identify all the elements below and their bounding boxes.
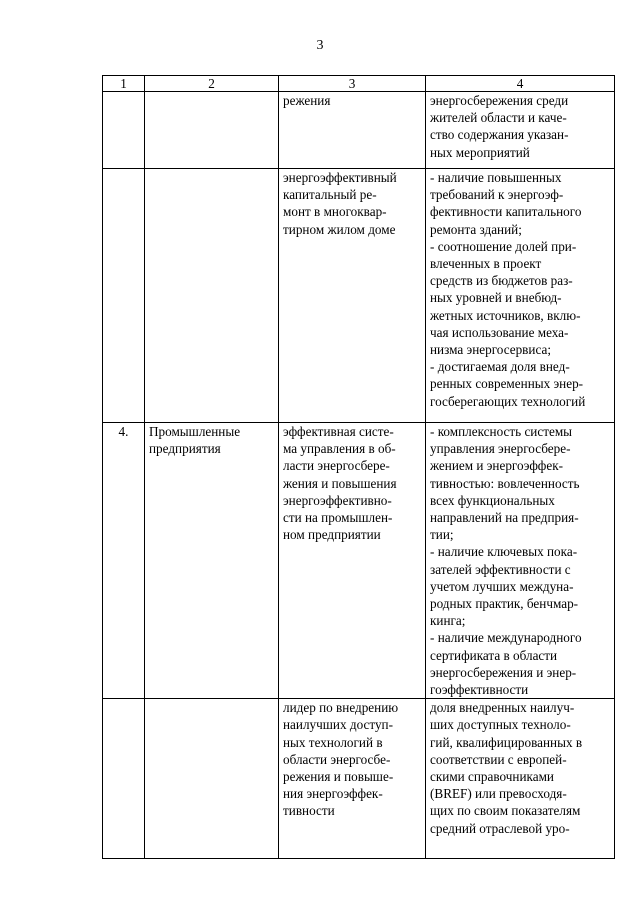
activity-line: ма управления в об- — [283, 441, 396, 457]
activity-cell — [279, 423, 426, 699]
activity-line: монт в многоквар- — [283, 204, 387, 220]
activity-line: ния энергоэффек- — [283, 786, 383, 802]
activity-line: сти на промышлен- — [283, 510, 393, 526]
sector-line: предприятия — [149, 441, 221, 457]
activity-line: ном предприятии — [283, 527, 381, 543]
criteria-line: низма энергосервиса; — [430, 342, 551, 358]
sector-cell — [145, 699, 279, 859]
row-number-cell: 4. — [103, 423, 145, 699]
activity-cell — [279, 169, 426, 423]
criteria-line: учетом лучших междуна- — [430, 578, 574, 594]
criteria-line: жением и энергоэффек- — [430, 458, 564, 474]
row-number-cell — [103, 169, 145, 423]
criteria-line: энергосбережения среди — [430, 93, 569, 108]
criteria-cell — [426, 92, 615, 169]
activity-line: тивности — [283, 803, 335, 819]
row-number-cell — [103, 699, 145, 859]
criteria-line: ство содержания указан- — [430, 127, 569, 143]
header-cell: 4 — [426, 76, 615, 92]
table-header-row — [103, 76, 615, 92]
criteria-line: скими справочниками — [430, 769, 554, 785]
criteria-line: влеченных в проект — [430, 256, 542, 272]
criteria-cell — [426, 699, 615, 859]
activity-line: ласти энергосбере- — [283, 458, 390, 474]
criteria-line: (BREF) или превосходя- — [430, 786, 567, 802]
criteria-line: доля внедренных наилуч- — [430, 700, 575, 716]
criteria-line: гоэффективности — [430, 682, 529, 698]
activity-line: наилучших доступ- — [283, 717, 393, 733]
header-cell: 1 — [103, 76, 145, 92]
criteria-line: ных уровней и внебюд- — [430, 290, 562, 306]
criteria-line: - соотношение долей при- — [430, 238, 577, 254]
criteria-line: - наличие международного — [430, 630, 582, 646]
criteria-cell — [426, 169, 615, 423]
activity-line: энергоэффективный — [283, 170, 397, 185]
table-row — [103, 169, 615, 423]
criteria-line: ных мероприятий — [430, 144, 530, 160]
criteria-line: требований к энергоэф- — [430, 187, 564, 203]
criteria-line: средств из бюджетов раз- — [430, 273, 573, 289]
criteria-line: госберегающих технологий — [430, 393, 586, 409]
criteria-line: направлений на предприя- — [430, 510, 579, 526]
criteria-line: тивностью: вовлеченность — [430, 475, 580, 491]
criteria-line: ремонта зданий; — [430, 221, 522, 237]
criteria-line: сертификата в области — [430, 647, 558, 663]
activity-line: режения — [283, 93, 331, 108]
criteria-line: энергосбережения и энер- — [430, 664, 577, 680]
criteria-line: родных практик, бенчмар- — [430, 596, 579, 612]
sector-cell — [145, 423, 279, 699]
criteria-line: средний отраслевой уро- — [430, 820, 570, 836]
criteria-line: - наличие повышенных — [430, 170, 562, 185]
activity-line: области энергосбе- — [283, 751, 391, 767]
header-cell: 2 — [145, 76, 279, 92]
criteria-line: ренных современных энер- — [430, 376, 584, 392]
activity-line: капитальный ре- — [283, 187, 377, 203]
activity-cell — [279, 699, 426, 859]
criteria-line: жителей области и каче- — [430, 110, 567, 126]
activity-line: жения и повышения — [283, 475, 397, 491]
criteria-line: зателей эффективности с — [430, 561, 571, 577]
header-cell: 3 — [279, 76, 426, 92]
criteria-line: ших доступных техноло- — [430, 717, 571, 733]
table-row — [103, 92, 615, 169]
table-row — [103, 423, 615, 699]
criteria-cell — [426, 423, 615, 699]
criteria-line: управления энергосбере- — [430, 441, 571, 457]
criteria-line: чая использование меха- — [430, 324, 569, 340]
criteria-line: жетных источников, вклю- — [430, 307, 581, 323]
criteria-line: - комплексность системы — [430, 424, 573, 439]
page-number: 3 — [316, 38, 324, 53]
criteria-table — [102, 75, 615, 859]
criteria-line: всех функциональных — [430, 492, 555, 508]
criteria-line: кинга; — [430, 613, 466, 629]
activity-line: тирном жилом доме — [283, 221, 396, 237]
sector-line: Промышленные — [149, 424, 241, 439]
sector-cell — [145, 169, 279, 423]
table-row — [103, 699, 615, 859]
sector-cell — [145, 92, 279, 169]
activity-line: ных технологий в — [283, 734, 383, 750]
activity-line: энергоэффективно- — [283, 492, 392, 508]
criteria-line: тии; — [430, 527, 454, 543]
activity-line: лидер по внедрению — [283, 700, 399, 716]
row-number-cell — [103, 92, 145, 169]
activity-line: режения и повыше- — [283, 769, 394, 785]
criteria-line: - наличие ключевых пока- — [430, 544, 578, 560]
criteria-line: - достигаемая доля внед- — [430, 359, 570, 375]
criteria-line: фективности капитального — [430, 204, 582, 220]
activity-line: эффективная систе- — [283, 424, 394, 439]
criteria-line: щих по своим показателям — [430, 803, 581, 819]
activity-cell — [279, 92, 426, 169]
criteria-line: соответствии с европей- — [430, 751, 567, 767]
criteria-line: гий, квалифицированных в — [430, 734, 583, 750]
